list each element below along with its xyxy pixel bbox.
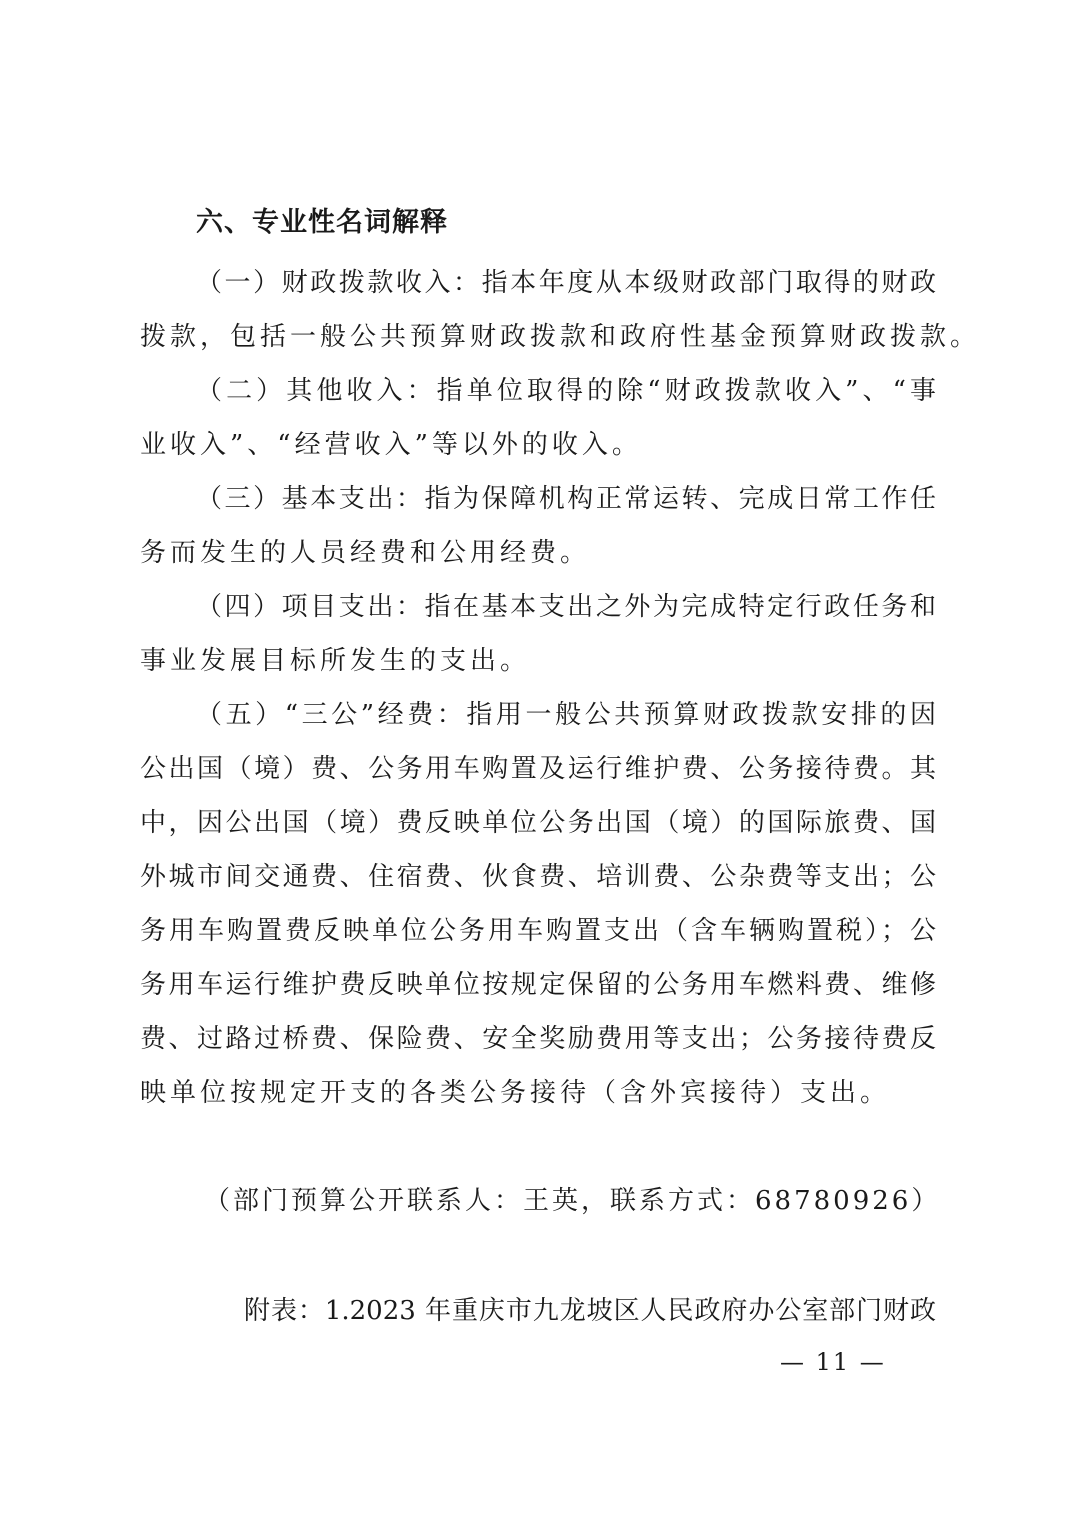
paragraph-line: （一）财政拨款收入：指本年度从本级财政部门取得的财政 <box>196 268 936 298</box>
paragraph-line: （二）其他收入：指单位取得的除“财政拨款收入”、“事 <box>196 376 936 406</box>
page-number: — 11 — <box>780 1348 886 1376</box>
paragraph-line: （五）“三公”经费：指用一般公共预算财政拨款安排的因 <box>196 700 936 730</box>
paragraph-line: （三）基本支出：指为保障机构正常运转、完成日常工作任 <box>196 484 936 514</box>
paragraph-line: 拨款，包括一般公共预算财政拨款和政府性基金预算财政拨款。 <box>140 322 981 352</box>
contact-info: （部门预算公开联系人：王英，联系方式：68780926） <box>204 1186 941 1216</box>
paragraph-line: 费、过路过桥费、保险费、安全奖励费用等支出；公务接待费反 <box>140 1024 936 1054</box>
paragraph-line: 务用车运行维护费反映单位按规定保留的公务用车燃料费、维修 <box>140 970 936 1000</box>
appendix-line: 附表：1.2023 年重庆市九龙坡区人民政府办公室部门财政 <box>244 1296 936 1326</box>
paragraph-line: 映单位按规定开支的各类公务接待（含外宾接待）支出。 <box>140 1078 891 1108</box>
paragraph-line: 事业发展目标所发生的支出。 <box>140 646 531 676</box>
paragraph-line: 外城市间交通费、住宿费、伙食费、培训费、公杂费等支出；公 <box>140 862 936 892</box>
paragraph-line: 务用车购置费反映单位公务用车购置支出（含车辆购置税）；公 <box>140 916 936 946</box>
section-heading: 六、专业性名词解释 <box>196 207 448 238</box>
paragraph-line: 务而发生的人员经费和公用经费。 <box>140 538 591 568</box>
paragraph-line: （四）项目支出：指在基本支出之外为完成特定行政任务和 <box>196 592 936 622</box>
paragraph-line: 业收入”、“经营收入”等以外的收入。 <box>140 430 642 460</box>
paragraph-line: 中，因公出国（境）费反映单位公务出国（境）的国际旅费、国 <box>140 808 936 838</box>
paragraph-line: 公出国（境）费、公务用车购置及运行维护费、公务接待费。其 <box>140 754 936 784</box>
